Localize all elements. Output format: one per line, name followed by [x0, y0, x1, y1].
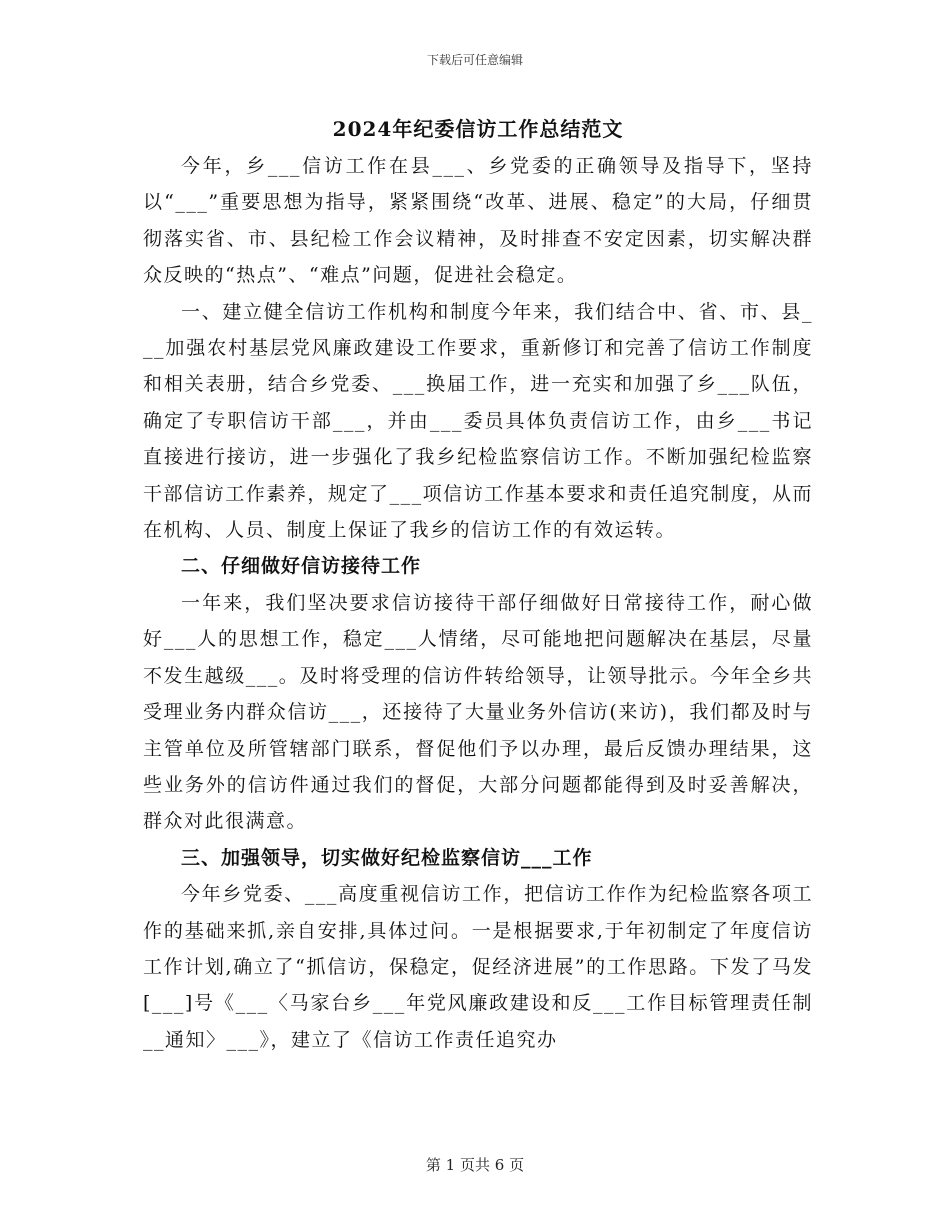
section-heading-2: 二、仔细做好信访接待工作 [181, 555, 422, 578]
document-title: 2024年纪委信访工作总结范文 [332, 117, 624, 141]
paragraph-section-2: 一年来，我们坚决要求信访接待干部仔细做好日常接待工作，耐心做好___人的思想工作，稳定___人情绪，尽可能地把问题解决在基层，尽量不发生越级___。及时将受理的信访件转给领导，让领导批示。今年全乡共受理业务内群众信访___，还接待了大量业务外信访(来访)，我们都及时与主管单位及所管辖部门联系，督促他们予以办理，最后反馈办理结果，这些业务外的信访件通过我们的督促，大部分问题都能得到及时妥善解决，群众对此很满意。 [143, 591, 813, 833]
paragraph-intro: 今年，乡___信访工作在县___、乡党委的正确领导及指导下，坚持以“___”重要思想为指导，紧紧围绕“改革、进展、稳定”的大局，仔细贯彻落实省、市、县纪检工作会议精神，及时排查不安定因素，切实解决群众反映的“热点”、“难点”问题，促进社会稳定。 [143, 155, 813, 287]
document-body [143, 112, 813, 1058]
page-header-note: 下载后可任意编辑 [426, 53, 523, 67]
page-number: 第 1 页共 6 页 [425, 1156, 525, 1174]
section-heading-3: 三、加强领导，切实做好纪检监察信访___工作 [181, 846, 593, 869]
paragraph-section-3: 今年乡党委、___高度重视信访工作，把信访工作作为纪检监察各项工作的基础来抓,亲自安排,具体过问。一是根据要求,于年初制定了年度信访工作计划,确立了“抓信访，保稳定，促经济进展”的工作思路。下发了马发[___]号《___〈马家台乡___年党风廉政建设和反___工作目标管理责任制__通知〉___》，建立了《信访工作责任追究办 [143, 883, 813, 1051]
paragraph-section-1: 一、建立健全信访工作机构和制度今年来，我们结合中、省、市、县___加强农村基层党风廉政建设工作要求，重新修订和完善了信访工作制度和相关表册，结合乡党委、___换届工作，进一充实和加强了乡___队伍，确定了专职信访干部___，并由___委员具体负责信访工作，由乡___书记直接进行接访，进一步强化了我乡纪检监察信访工作。不断加强纪检监察干部信访工作素养，规定了___项信访工作基本要求和责任追究制度，从而在机构、人员、制度上保证了我乡的信访工作的有效运转。 [143, 300, 813, 542]
